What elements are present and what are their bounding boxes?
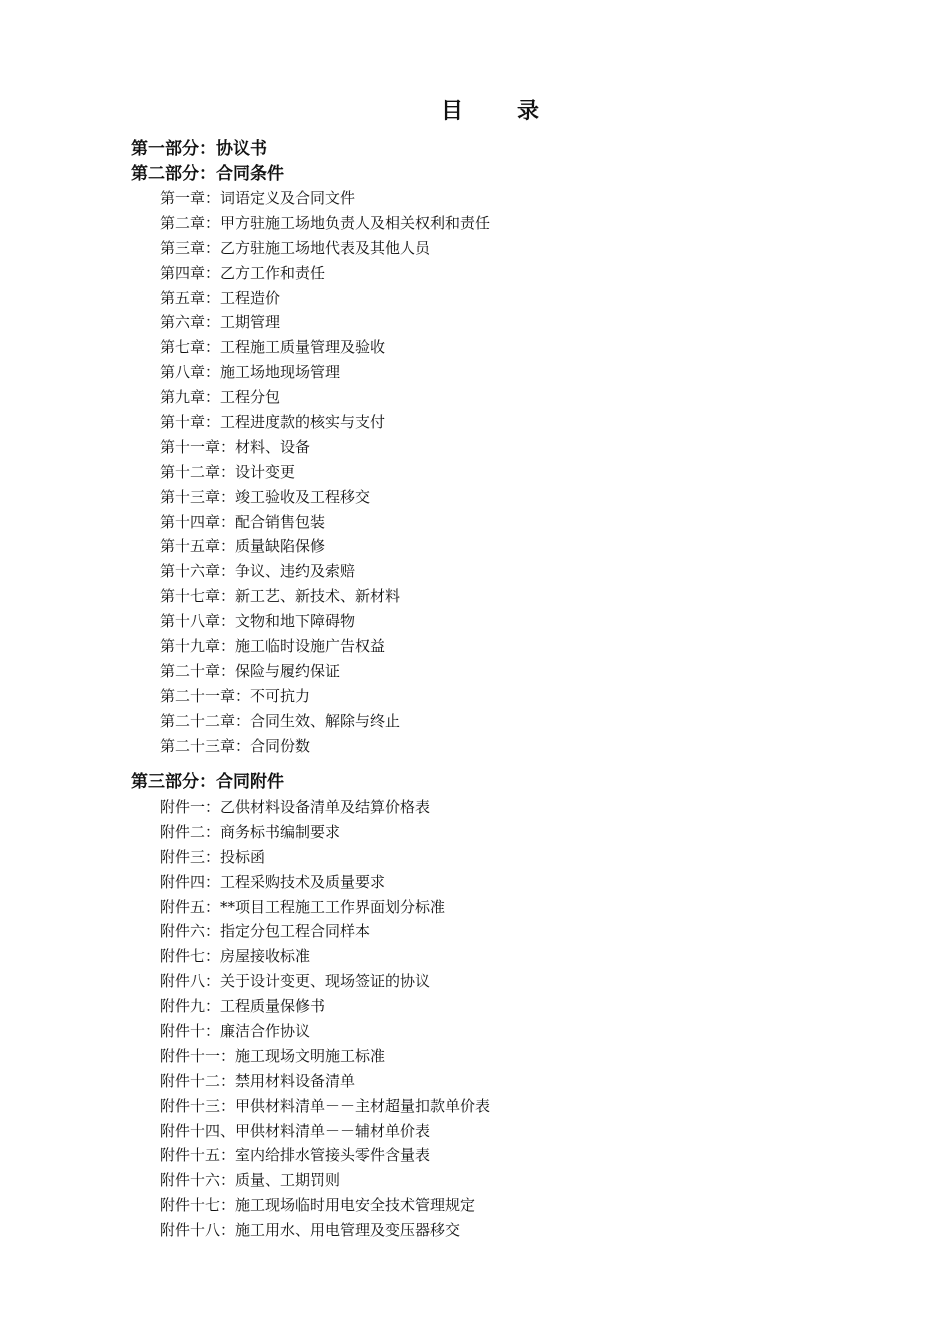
toc-entry: 第二十二章：合同生效、解除与终止 [160, 711, 401, 730]
toc-entry: 第十六章：争议、违约及索赔 [160, 562, 356, 581]
toc-entry: 附件八：关于设计变更、现场签证的协议 [160, 972, 431, 991]
toc-entry: 附件十八：施工用水、用电管理及变压器移交 [160, 1221, 461, 1240]
toc-entry: 附件七：房屋接收标准 [160, 947, 311, 966]
toc-entry: 附件十三：甲供材料清单－－主材超量扣款单价表 [160, 1096, 491, 1115]
toc-entry: 附件十二：禁用材料设备清单 [160, 1071, 356, 1090]
part-heading: 第三部分：合同附件 [131, 772, 284, 793]
part-heading: 第一部分：协议书 [131, 139, 267, 159]
toc-entry: 附件五：**项目工程施工工作界面划分标准 [160, 897, 446, 916]
part-heading: 第二部分：合同条件 [131, 163, 284, 184]
toc-entry: 第二十章：保险与履约保证 [160, 661, 341, 680]
toc-entry: 附件十六：质量、工期罚则 [160, 1171, 341, 1190]
table-of-contents [131, 137, 851, 1243]
toc-entry: 附件六：指定分包工程合同样本 [160, 922, 371, 941]
toc-entry: 附件三：投标函 [160, 847, 266, 866]
toc-entry: 第十八章：文物和地下障碍物 [160, 612, 356, 631]
toc-entry: 第十七章：新工艺、新技术、新材料 [160, 587, 401, 606]
toc-entry: 第五章：工程造价 [160, 288, 281, 307]
toc-entry: 第二十三章：合同份数 [160, 736, 311, 755]
toc-entry: 第三章：乙方驻施工场地代表及其他人员 [160, 238, 431, 257]
toc-entry: 第十二章：设计变更 [160, 462, 296, 481]
toc-entry: 第十一章：材料、设备 [160, 437, 311, 456]
toc-entry: 附件十：廉洁合作协议 [160, 1022, 311, 1040]
toc-entry: 附件九：工程质量保修书 [160, 997, 326, 1016]
toc-entry: 第二十一章：不可抗力 [160, 686, 311, 705]
toc-entry: 第十九章：施工临时设施广告权益 [160, 637, 386, 656]
toc-entry: 第八章：施工场地现场管理 [160, 363, 341, 382]
toc-entry: 第七章：工程施工质量管理及验收 [160, 338, 386, 357]
toc-entry: 第十章：工程进度款的核实与支付 [160, 413, 386, 432]
page-title: 目 录 [440, 99, 555, 124]
toc-entry: 第十四章：配合销售包装 [160, 512, 326, 531]
toc-entry: 附件十五：室内给排水管接头零件含量表 [160, 1146, 431, 1165]
toc-entry: 附件十一：施工现场文明施工标准 [160, 1046, 386, 1065]
toc-entry: 附件二：商务标书编制要求 [160, 822, 341, 841]
toc-entry: 第十三章：竣工验收及工程移交 [160, 487, 371, 506]
toc-entry: 第六章：工期管理 [160, 313, 281, 332]
toc-entry: 第一章：词语定义及合同文件 [160, 189, 356, 207]
toc-entry: 第二章：甲方驻施工场地负责人及相关权利和责任 [160, 213, 491, 232]
toc-entry: 附件十七：施工现场临时用电安全技术管理规定 [160, 1196, 476, 1215]
toc-entry: 第十五章：质量缺陷保修 [160, 537, 326, 556]
toc-entry: 附件四：工程采购技术及质量要求 [160, 872, 386, 891]
toc-entry: 附件一：乙供材料设备清单及结算价格表 [160, 797, 431, 816]
toc-entry: 第四章：乙方工作和责任 [160, 263, 326, 282]
toc-entry: 第九章：工程分包 [160, 388, 281, 407]
toc-entry: 附件十四、甲供材料清单－－辅材单价表 [160, 1121, 431, 1140]
